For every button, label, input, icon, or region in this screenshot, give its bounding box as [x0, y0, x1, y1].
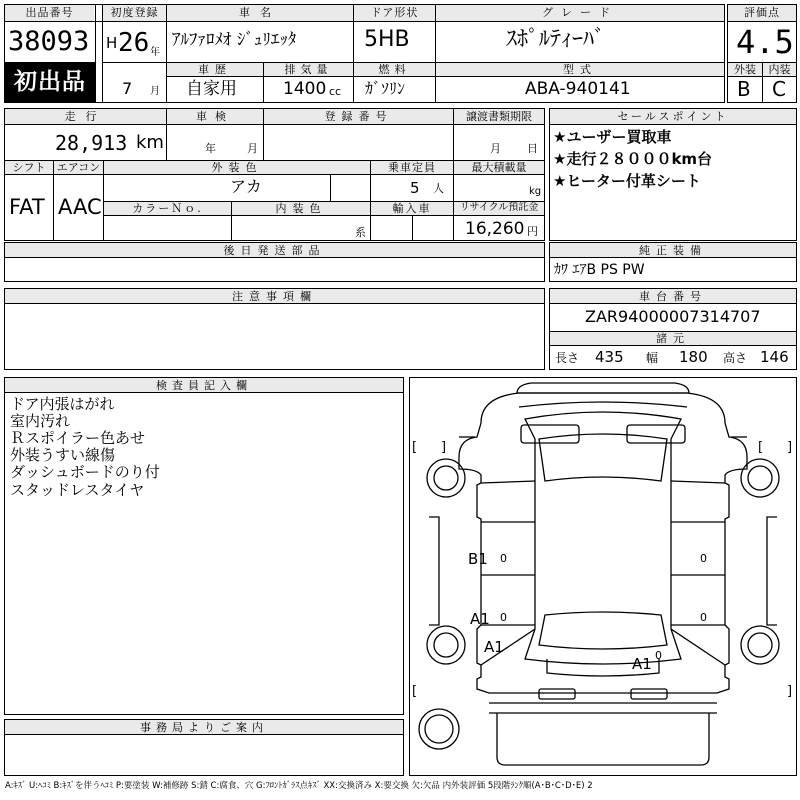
shift-label: シフト [12, 161, 46, 174]
color-number-label: カラーＮｏ. [132, 202, 203, 215]
inspector-remark-5: ダッシュボードのり付 [10, 463, 160, 481]
interior-color-label: 内装色 [275, 202, 327, 215]
score: 4.5 [736, 23, 794, 61]
registration-number-label: 登録番号 [324, 110, 393, 123]
height-label: 高さ [723, 351, 748, 365]
exterior-grade-label: 外装 [734, 63, 756, 76]
equipment-label: 純正装備 [639, 244, 707, 257]
office-label: 事務局よりご案内 [140, 721, 268, 734]
dimensions-label: 諸元 [656, 332, 690, 345]
history-label: 車歴 [198, 63, 232, 76]
chassis-number: ZAR94000007314707 [585, 307, 761, 326]
transfer-day-unit: 日 [527, 142, 538, 155]
selling-point-2: ★走行２８０００km台 [553, 150, 713, 168]
zero-mark-3: 0 [700, 552, 707, 565]
mileage: 28,913 [55, 131, 128, 155]
registration-month: 7 [122, 79, 133, 98]
selling-points-label: セールスポイント [617, 110, 729, 123]
inspector-remark-3: Ｒスポイラー色あせ [10, 429, 146, 447]
damage-mark-b1: B1 [468, 550, 488, 568]
model: ABA-940141 [525, 79, 631, 99]
exterior-grade: B [737, 77, 751, 101]
import-car-label: 輸入車 [392, 202, 432, 215]
mileage-unit: km [136, 132, 164, 153]
door-type-label: ドア形状 [370, 6, 419, 19]
bracket-mark-1: [ [412, 440, 418, 455]
inspection-label: 車検 [196, 110, 234, 123]
bracket-mark-2: ] [441, 440, 447, 455]
inspector-remark-1: ドア内張はがれ [10, 395, 115, 413]
fuel-label: 燃料 [378, 63, 411, 76]
max-load-label: 最大積載量 [471, 161, 527, 174]
capacity: 5 [410, 179, 420, 197]
chassis-number-label: 車台番号 [639, 290, 707, 303]
displacement-unit: cc [329, 85, 342, 98]
equipment: ｶﾜ ｴｱB PS PW [554, 262, 645, 278]
recycle-fee: 16,260 [465, 219, 525, 239]
length-label: 長さ [555, 351, 580, 365]
bracket-mark-4: ] [787, 440, 793, 455]
damage-mark-a1-front-left: A1 [470, 610, 490, 628]
interior-color-unit: 系 [355, 226, 366, 239]
air-conditioner-label: エアコン [56, 161, 101, 174]
interior-grade: C [772, 77, 786, 101]
zero-mark-2: 0 [500, 611, 507, 624]
exterior-color-label: 外装色 [211, 161, 263, 174]
later-parts-label: 後日発送部品 [223, 244, 326, 257]
model-label: 型式 [563, 63, 597, 76]
lot-number-label: 出品番号 [25, 6, 74, 19]
car-diagram [409, 377, 797, 776]
bracket-mark-5: [ [412, 684, 418, 699]
fuel: ｶﾞｿﾘﾝ [365, 79, 406, 98]
transfer-month-unit: 月 [490, 142, 501, 155]
damage-mark-a1-rear-left: A1 [484, 638, 504, 656]
history: 自家用 [186, 79, 237, 99]
inspection-month-unit: 月 [247, 142, 258, 155]
inspector-label: 検査員記入欄 [156, 379, 252, 392]
inspector-remark-6: スタッドレスタイヤ [10, 481, 145, 499]
width-label: 幅 [646, 351, 659, 365]
bracket-mark-3: [ [758, 440, 764, 455]
capacity-unit: 人 [433, 182, 444, 195]
inspector-remark-4: 外装うすい線傷 [10, 446, 116, 464]
car-name-label: 車名 [239, 6, 281, 19]
car-name: ｱﾙﾌｧﾛﾒｵ ｼﾞｭﾘｴｯﾀ [172, 30, 297, 50]
legend-text: A:ｷｽﾞ U:ﾍｺﾐ B:ｷｽﾞを伴うﾍｺﾐ P:要塗装 W:補修跡 S:錆 C:腐食、穴 G:ﾌﾛﾝﾄｶﾞﾗｽ点ｷｽﾞ XX:交換済み X:要交換 欠:欠品 内外装評価 5段階ﾗﾝｸ順(A･B･C･D･E) 2 [5, 781, 593, 791]
inspection-year-unit: 年 [205, 142, 216, 155]
interior-grade-label: 内装 [768, 63, 791, 76]
grade-label: グレード [542, 6, 618, 19]
transfer-deadline-label: 譲渡書類期限 [466, 110, 532, 123]
zero-mark-1: 0 [500, 552, 507, 565]
selling-point-1: ★ユーザー買取車 [553, 128, 672, 146]
recycle-fee-label: リサイクル預託金 [459, 202, 539, 213]
registration-year: 26 [118, 28, 150, 58]
first-reg-label: 初度登録 [110, 6, 159, 19]
mileage-label: 走行 [64, 110, 107, 123]
max-load-unit: kg [529, 186, 542, 197]
era-letter: H [106, 34, 118, 52]
first-listing-badge: 初出品 [5, 63, 95, 102]
displacement: 1400 [283, 79, 327, 99]
length: 435 [595, 348, 624, 366]
month-unit: 月 [150, 86, 160, 97]
door-type: 5HB [364, 27, 410, 52]
air-conditioner: AAC [58, 195, 102, 219]
zero-mark-4: 0 [700, 611, 707, 624]
shift: FAT [9, 195, 45, 219]
recycle-fee-unit: 円 [527, 225, 538, 238]
notes-label: 注意事項欄 [232, 290, 317, 303]
year-unit: 年 [150, 47, 160, 58]
height: 146 [760, 348, 789, 366]
score-label: 評価点 [744, 6, 780, 19]
capacity-label: 乗車定員 [388, 161, 436, 174]
displacement-label: 排気量 [284, 63, 333, 76]
grade: ｽﾎﾟﾙﾃｨｰﾊﾞ [506, 27, 606, 52]
bracket-mark-6: ] [787, 684, 793, 699]
selling-point-3: ★ヒーター付革シート [553, 172, 701, 190]
lot-number: 38093 [8, 26, 90, 57]
damage-mark-a1-rear: A1 [632, 655, 652, 673]
zero-mark-5: 0 [655, 649, 662, 662]
exterior-color: アカ [230, 177, 262, 196]
inspector-remark-2: 室内汚れ [10, 412, 71, 430]
width: 180 [679, 348, 708, 366]
